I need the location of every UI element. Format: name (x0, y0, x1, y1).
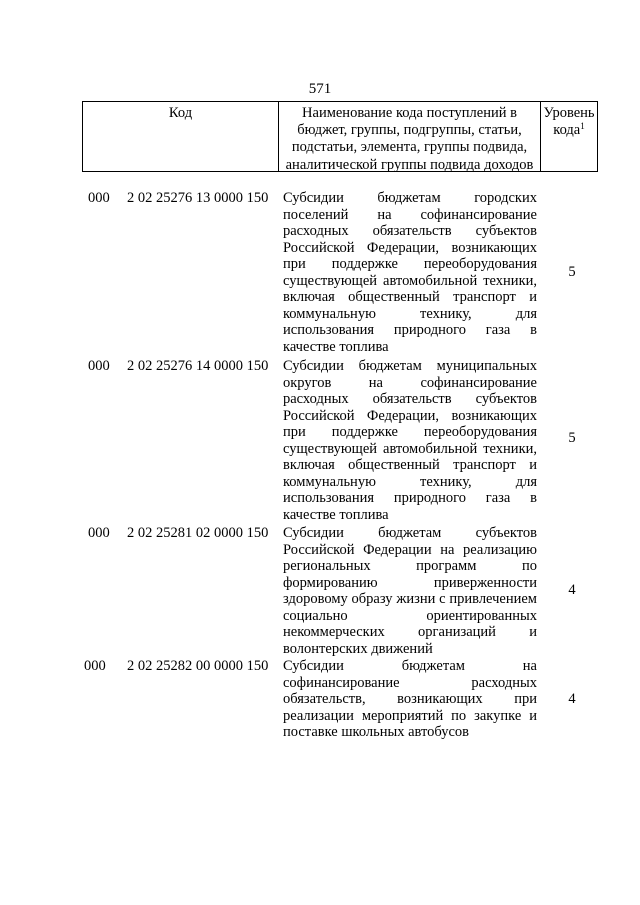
row-admin-code: 000 (88, 190, 110, 206)
row-name: Субсидии бюджетам городских поселений на софинансирование расходных обязательств субъектов Российской Федерации, возникающих при поддержке переоборудования существующей автомобильной техники, включая общественный транспорт и коммунальную технику, для использования природного газа в качестве топлива (283, 190, 537, 355)
row-revenue-code: 2 02 25276 14 0000 150 (127, 358, 269, 374)
row-level: 4 (568, 691, 576, 707)
header-level-label: Уровень кода (543, 105, 595, 139)
row-revenue-code: 2 02 25281 02 0000 150 (127, 525, 269, 541)
row-admin-code: 000 (84, 658, 106, 674)
row-revenue-code: 2 02 25276 13 0000 150 (127, 190, 269, 206)
row-revenue-code: 2 02 25282 00 0000 150 (127, 658, 269, 674)
row-level: 4 (568, 582, 576, 598)
header-code: Код (83, 102, 279, 171)
header-level-footnote: 1 (580, 121, 585, 132)
row-name: Субсидии бюджетам на софинансирование расходных обязательств, возникающих при реализации мероприятий по закупке и поставке школьных автобусов (283, 658, 537, 740)
row-admin-code: 000 (88, 358, 110, 374)
header-level (541, 102, 597, 171)
row-level: 5 (568, 430, 576, 446)
row-level: 5 (568, 264, 576, 280)
table-header (82, 101, 598, 172)
row-name: Субсидии бюджетам муниципальных округов на софинансирование расходных обязательств субъектов Российской Федерации, возникающих при поддержке переоборудования существующей автомобильной техники, включая общественный транспорт и коммунальную технику, для использования природного газа в качестве топлива (283, 358, 537, 523)
page-number: 571 (308, 81, 332, 97)
row-admin-code: 000 (88, 525, 110, 541)
row-name: Субсидии бюджетам субъектов Российской Федерации на реализацию региональных программ по формированию приверженности здоровому образу жизни с привлечением социально ориентированных некоммерческих организаций и волонтерских движений (283, 525, 537, 657)
header-name: Наименование кода поступлений в бюджет, группы, подгруппы, статьи, подстатьи, элемента, группы подвида, аналитической группы подвида доходов (279, 102, 541, 171)
